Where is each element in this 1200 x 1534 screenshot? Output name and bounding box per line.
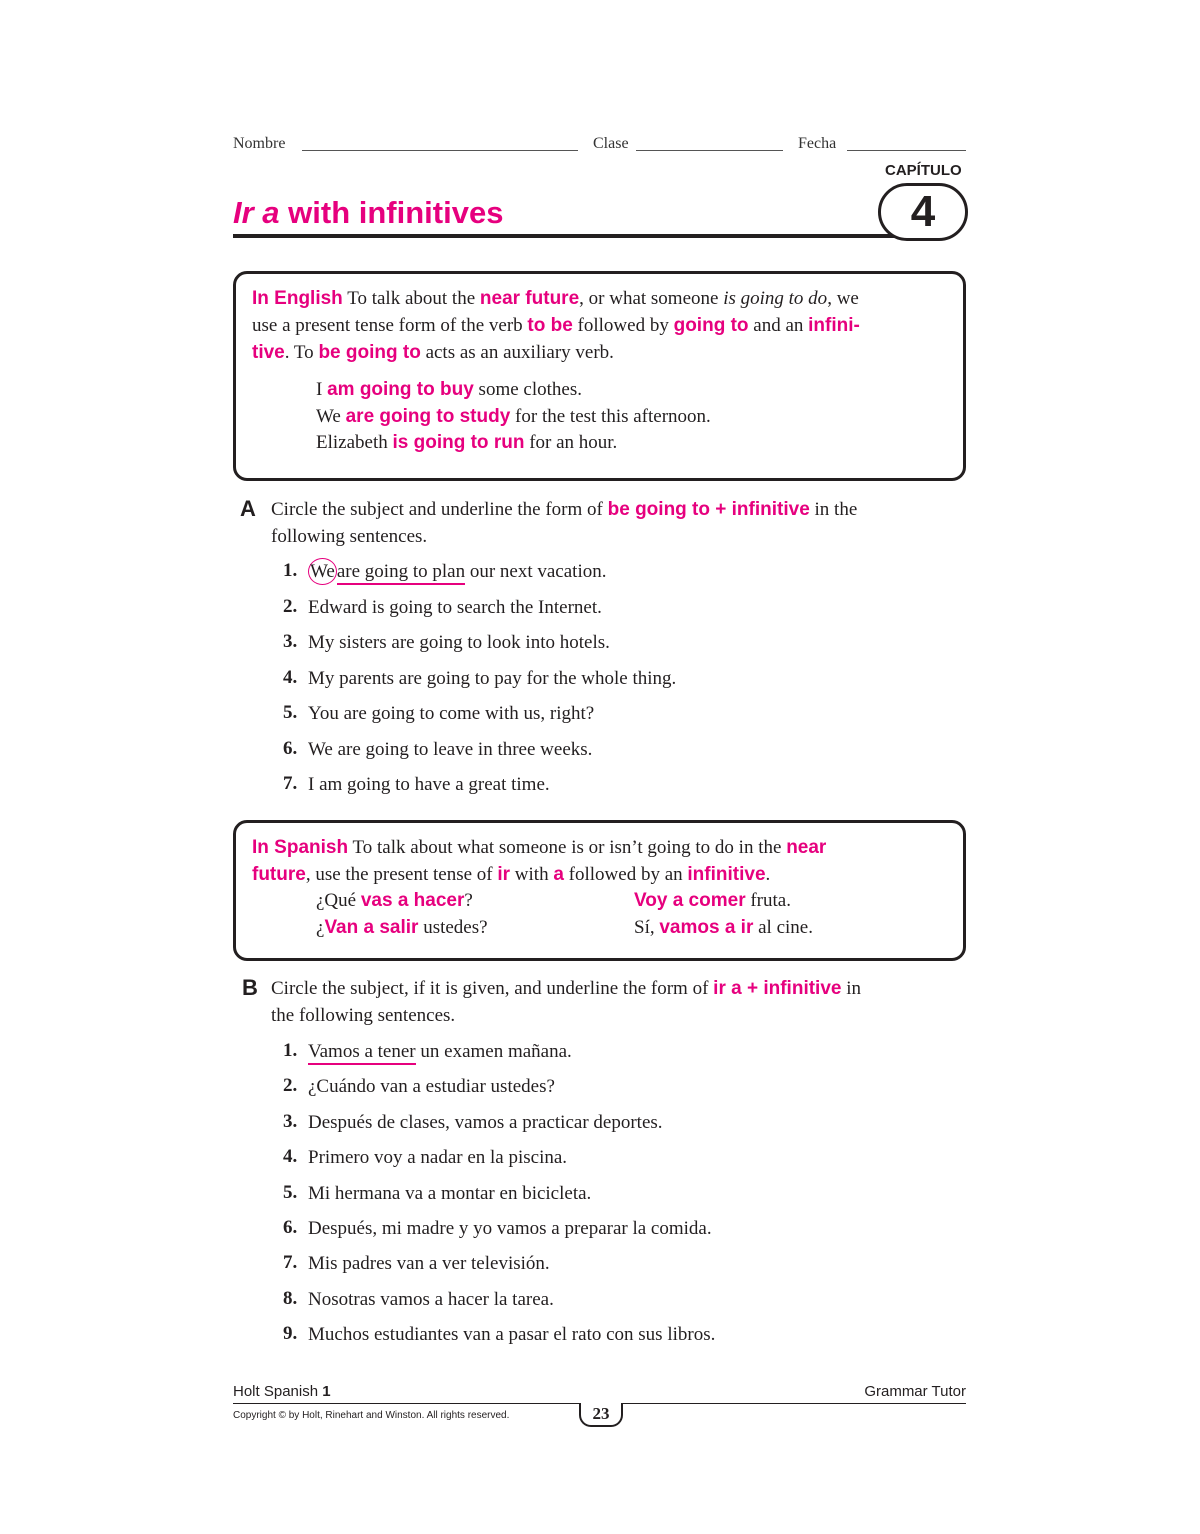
text-segment: for an hour. [524, 432, 618, 453]
spanish-example [634, 916, 813, 940]
section-b-sentence [308, 1217, 712, 1241]
highlight-text: be going to [318, 342, 421, 363]
title-rule [233, 234, 923, 238]
item-number: 2. [283, 1075, 298, 1097]
page-number: 23 [579, 1403, 623, 1427]
text-segment: Primero voy a nadar en la piscina. [308, 1147, 568, 1169]
copyright: Copyright © by Holt, Rinehart and Winston. All rights reserved. [233, 1410, 510, 1421]
text-segment: un examen mañana. [415, 1041, 572, 1062]
item-number: 7. [283, 1252, 298, 1274]
capitulo-label: CAPÍTULO [885, 162, 962, 179]
item-number: 1. [283, 1040, 298, 1061]
item-number: 4. [283, 1146, 298, 1168]
highlight-text: vas a hacer [360, 890, 465, 911]
item-number: 2. [283, 595, 298, 617]
text-segment: followed by an [563, 864, 688, 885]
text-segment: Elizabeth [316, 432, 393, 453]
text-segment: To talk about what someone is or isn’t going to do in the [348, 837, 787, 858]
item-number: 4. [283, 666, 298, 688]
text-segment: with [510, 864, 554, 885]
page-title [233, 195, 503, 231]
highlight-text: infinitive [687, 864, 766, 885]
text-segment: in [841, 978, 861, 999]
text-segment: Mi hermana va a montar en bicicleta. [308, 1182, 592, 1204]
spanish-example [634, 889, 791, 913]
section-b-sentence [308, 1075, 555, 1099]
section-a-sentence [308, 667, 676, 691]
text-segment: Circle the subject, if it is given, and underline the form of [271, 978, 714, 999]
english-explanation-line [252, 314, 860, 338]
item-number: 3. [283, 1110, 298, 1132]
item-number: 8. [283, 1287, 298, 1309]
text-segment: Muchos estudiantes van a pasar el rato con sus libros. [308, 1324, 716, 1346]
text-segment: fruta. [745, 890, 791, 911]
text-segment: ? [464, 890, 473, 911]
text-segment: Sí, [634, 916, 660, 938]
chapter-badge [878, 183, 968, 241]
clase-field[interactable] [636, 150, 783, 151]
text-segment: Edward is going to search the Internet. [308, 596, 602, 618]
text-segment: , or what someone [579, 288, 724, 309]
text-segment: following sentences. [271, 526, 428, 547]
item-number: 7. [283, 773, 298, 794]
english-example [316, 431, 617, 455]
highlight-text: is going to run [392, 432, 525, 453]
highlight-text: ir a + infinitive [713, 978, 842, 999]
circled-subject: We [308, 558, 337, 585]
english-example [316, 405, 711, 429]
text-segment: the following sentences. [271, 1005, 456, 1026]
section-b-sentence [308, 1252, 550, 1276]
highlight-text: future [252, 864, 306, 885]
section-a-letter: A [240, 496, 256, 521]
text-segment: Nosotras vamos a hacer la tarea. [308, 1288, 554, 1310]
highlight-text: to be [527, 315, 573, 336]
highlight-text: near [786, 837, 827, 858]
text-segment: . To [284, 342, 319, 363]
highlight-text: infini- [808, 315, 860, 336]
text-segment: ustedes? [418, 916, 488, 938]
text-segment: ¿ [316, 916, 325, 938]
item-number: 9. [283, 1323, 298, 1345]
footer-book-level: 1 [322, 1383, 331, 1400]
text-segment: use a present tense form of the verb [252, 315, 528, 336]
footer-section: Grammar Tutor [864, 1383, 966, 1400]
text-segment: is going to do [723, 288, 828, 309]
item-number: 1. [283, 560, 298, 581]
text-segment: My sisters are going to look into hotels. [308, 632, 610, 653]
highlight-text: be going to + infinitive [607, 499, 810, 520]
text-segment: You are going to come with us, right? [308, 703, 595, 724]
text-segment: , use the present tense of [305, 864, 498, 885]
highlight-text: Van a salir [324, 916, 419, 938]
spanish-explanation-line [252, 863, 770, 887]
footer-book [233, 1383, 331, 1400]
highlight-text: Voy a comer [634, 890, 746, 911]
highlight-text: a [553, 864, 564, 885]
text-segment: . [765, 864, 771, 885]
text-segment: ¿Qué [316, 890, 361, 911]
section-a-sentence [308, 596, 602, 620]
text-segment: in the [809, 499, 858, 520]
english-explanation-line [252, 341, 614, 365]
section-b-letter: B [242, 975, 258, 1000]
text-segment: My parents are going to pay for the whole thing. [308, 667, 677, 689]
highlight-text: tive [252, 342, 285, 363]
highlight-text: are going to study [345, 405, 511, 427]
spanish-example [316, 916, 488, 940]
item-number: 6. [283, 737, 298, 759]
highlight-text: vamos a ir [659, 916, 754, 938]
title-italic: Ir a [233, 195, 280, 230]
section-b-sentence [308, 1288, 554, 1312]
text-segment: Mis padres van a ver televisión. [308, 1253, 550, 1275]
section-b-instructions [271, 977, 861, 1001]
text-segment: We are going to leave in three weeks. [308, 738, 593, 760]
section-b-sentence [308, 1111, 663, 1135]
text-segment: some clothes. [473, 379, 582, 400]
text-segment: ¿Cuándo van a estudiar ustedes? [308, 1076, 555, 1098]
text-segment: Después, mi madre y yo vamos a preparar la comida. [308, 1218, 712, 1239]
fecha-label: Fecha [798, 135, 837, 152]
text-segment: al cine. [753, 916, 813, 938]
text-segment: , we [827, 288, 859, 309]
section-b-sentence [308, 1040, 572, 1064]
section-a-sentence [308, 773, 550, 797]
highlight-text: In Spanish [252, 837, 349, 858]
spanish-example [316, 889, 473, 913]
text-segment: for the test this afternoon. [510, 405, 711, 427]
text-segment: I [316, 379, 328, 400]
footer-book-title: Holt Spanish [233, 1383, 323, 1400]
underlined-verb: are going to plan [337, 561, 465, 585]
highlight-text: near future [479, 288, 580, 309]
highlight-text: ir [497, 864, 511, 885]
item-number: 3. [283, 631, 298, 652]
underlined-verb: Vamos a tener [308, 1041, 416, 1065]
text-segment: Después de clases, vamos a practicar deportes. [308, 1111, 663, 1133]
text-segment: and an [748, 315, 809, 336]
section-b-instructions [271, 1004, 455, 1028]
highlight-text: going to [673, 315, 749, 336]
english-explanation-line [252, 287, 859, 311]
section-b-sentence [308, 1323, 715, 1347]
highlight-text: In English [252, 288, 343, 309]
section-a-sentence [308, 702, 594, 726]
section-a-instructions [271, 525, 427, 549]
section-a-sentence [308, 738, 592, 762]
fecha-field[interactable] [847, 150, 966, 151]
item-number: 6. [283, 1217, 298, 1238]
text-segment: We [316, 405, 346, 427]
section-b-sentence [308, 1182, 591, 1206]
nombre-label: Nombre [233, 135, 286, 152]
item-number: 5. [283, 1181, 298, 1203]
section-a-instructions [271, 498, 857, 522]
text-segment: acts as an auxiliary verb. [420, 342, 614, 363]
section-a-sentence [308, 631, 610, 655]
text-segment: followed by [572, 315, 674, 336]
text-segment: I am going to have a great time. [308, 774, 550, 795]
title-rest: with infinitives [279, 195, 504, 230]
text-segment: To talk about the [342, 288, 480, 309]
section-b-sentence [308, 1146, 567, 1170]
spanish-explanation-line [252, 836, 826, 860]
chapter-number: 4 [910, 187, 936, 236]
text-segment: Circle the subject and underline the form of [271, 499, 608, 520]
highlight-text: am going to buy [327, 379, 474, 400]
item-number: 5. [283, 702, 298, 723]
text-segment: our next vacation. [465, 561, 607, 582]
section-a-sentence [308, 560, 606, 584]
clase-label: Clase [593, 135, 629, 152]
english-example [316, 378, 582, 402]
nombre-field[interactable] [302, 150, 578, 151]
